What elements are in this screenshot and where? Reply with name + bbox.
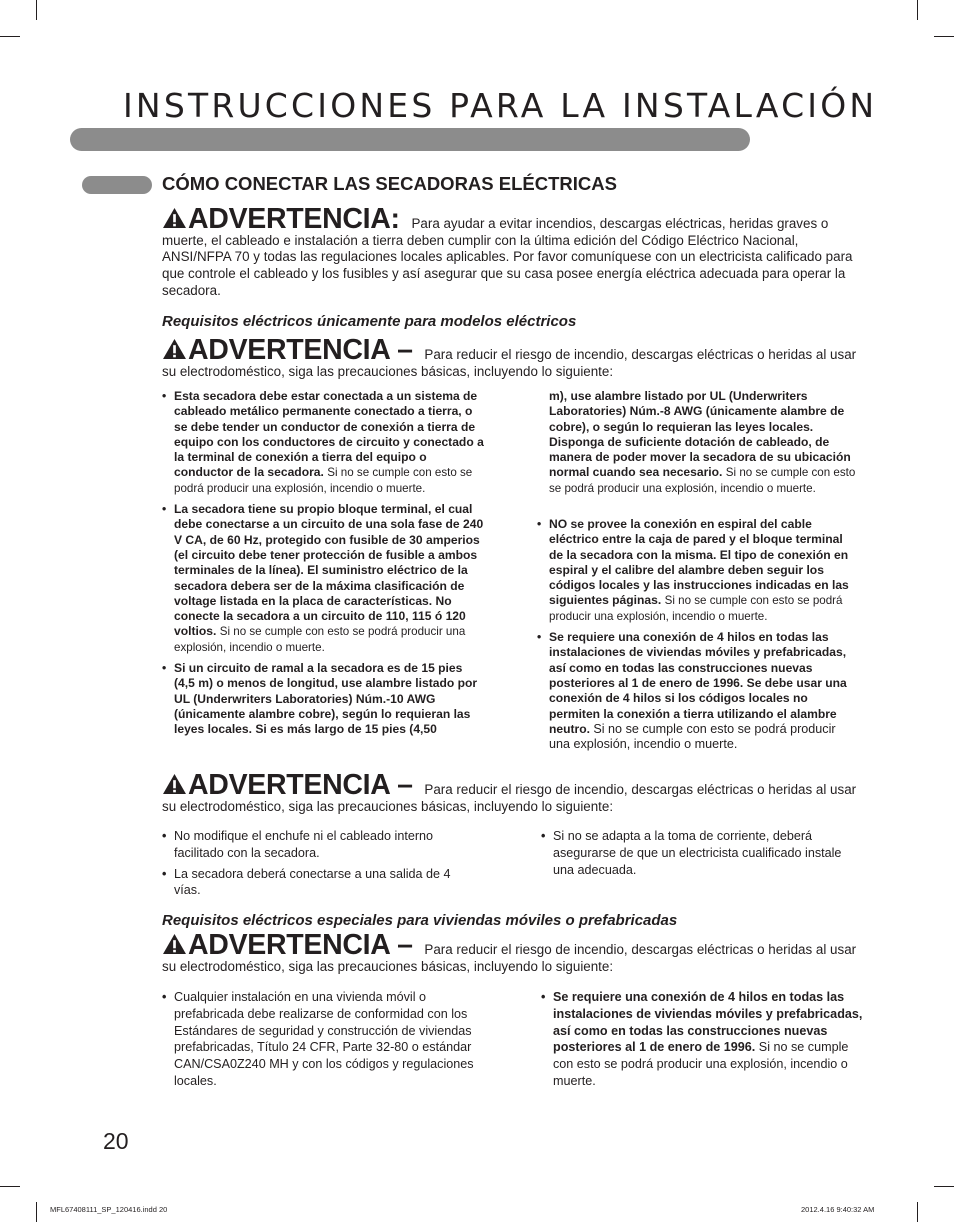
subheading-mobile-homes: Requisitos eléctricos especiales para viviendas móviles o prefabricadas [162,912,678,929]
warning-label: ADVERTENCIA – [188,334,413,366]
list-right-column [541,989,866,1094]
warning-triangle-icon [162,338,187,360]
warning-block-2 [162,334,868,380]
continuation-bold: m), use alambre listado por UL (Underwriters Laboratories) Núm.-8 AWG (únicamente alambre de cobre), o según lo requieran las leyes locales. Disponga de suficiente dotación de cableado, de manera de poder mover la secadora de su ubicación normal cuando sea necesario. [549,389,851,480]
continuation-plain: Si no se cumple con esto se podrá producir una explosión, incendio o muerte. [549,466,856,495]
section-pill [82,176,152,194]
warning-block-3 [162,769,868,815]
list-item: • Si no se adapta a la toma de corriente, deberá asegurarse de que un electricista cualificado instale una adecuada. [541,828,861,878]
list-item: • Si un circuito de ramal a la secadora es de 15 pies (4,5 m) o menos de longitud, use alambre listado por UL (Underwriters Laboratories) Núm.-10 AWG (únicamente alambre cobre), según lo requieran las leyes locales. Si es más largo de 15 pies (4,50 [162,661,484,737]
warning-label: ADVERTENCIA: [188,203,400,235]
list-left-column [162,989,492,1094]
page-number: 20 [103,1128,129,1154]
warning-label: ADVERTENCIA – [188,769,413,801]
list-right-continuation [537,389,857,502]
list-left-column [162,828,472,903]
crop-mark [0,1186,20,1187]
subheading-electric-models: Requisitos eléctricos únicamente para modelos eléctricos [162,313,577,330]
list-item: • Cualquier instalación en una vivienda móvil o prefabricada debe realizarse de conformidad con los Estándares de seguridad y construcción de viviendas prefabricadas, Título 24 CFR, Parte 32-80 o estándar CAN/CSA0Z240 MH y con los códigos y regulaciones locales. [162,989,492,1090]
warning-triangle-icon [162,773,187,795]
crop-mark [36,0,37,20]
footer-filename: MFL67408111_SP_120416.indd 20 [50,1205,168,1214]
warning-text: Para reducir el riesgo de incendio, descargas eléctricas o heridas al usar su electrodoméstico, siga las precauciones básicas, incluyendo lo siguiente: [162,942,857,974]
warning-text: Para ayudar a evitar incendios, descargas eléctricas, heridas graves o muerte, el cableado e instalación a tierra deben cumplir con la última edición del Código Eléctrico Nacional, ANSI/NFPA 70 y todas las regulaciones locales aplicables. Por favor comuníquese con un electricista calificado para que controle el cableado y los fusibles y así asegurar que su casa posee energía eléctrica adecuada para operar la secadora. [162,216,853,298]
warning-heading [162,929,416,961]
crop-mark [917,1202,918,1222]
footer-date: 2012.4.16 9:40:32 AM [801,1205,875,1214]
warning-heading [162,203,403,235]
page-title: INSTRUCCIONES PARA LA INSTALACIÓN [123,86,878,125]
list-item: • La secadora deberá conectarse a una salida de 4 vías. [162,866,472,900]
crop-mark [0,36,20,37]
crop-mark [36,1202,37,1222]
list-left-column [162,389,484,744]
crop-mark [917,0,918,20]
warning-triangle-icon [162,933,187,955]
warning-text: Para reducir el riesgo de incendio, descargas eléctricas o heridas al usar su electrodoméstico, siga las precauciones básicas, incluyendo lo siguiente: [162,347,857,379]
list-item: • NO se provee la conexión en espiral del cable eléctrico entre la caja de pared y el bloque terminal de la secadora con la misma. El tipo de conexión en espiral y el calibre del alambre deben seguir los códigos locales y las instrucciones indicadas en las siguientes páginas. Si no se cumple con esto se podrá producir una explosión, incendio o muerte. [537,517,857,624]
crop-mark [934,36,954,37]
warning-text: Para reducir el riesgo de incendio, descargas eléctricas o heridas al usar su electrodoméstico, siga las precauciones básicas, incluyendo lo siguiente: [162,782,857,814]
crop-mark [934,1186,954,1187]
list-right-column [537,517,857,758]
list-item: • La secadora tiene su propio bloque terminal, el cual debe conectarse a un circuito de una sola fase de 240 V CA, de 60 Hz, protegido con fusible de 30 amperios (el circuito debe tener protección de fusible a ambos terminales de la línea). El suministro eléctrico de la secadora debera ser de la máxima clasificación de voltage listada en la placa de características. No conecte la secadora a un circuito de 110, 115 ó 120 voltios. Si no se cumple con esto se podrá producir una explosión, incendio o muerte. [162,502,484,655]
list-item: • Se requiere una conexión de 4 hilos en todas las instalaciones de viviendas móviles y prefabricadas, así como en todas las construcciones nuevas posteriores al 1 de enero de 1996. Si no se cumple con esto se podrá producir una explosión, incendio o muerte. [541,989,866,1090]
warning-heading [162,769,416,801]
title-bar [70,128,750,151]
list-right-column [541,828,861,882]
warning-block-1 [162,203,868,300]
list-item: • No modifique el enchufe ni el cableado interno facilitado con la secadora. [162,828,472,862]
warning-block-4 [162,929,868,975]
warning-triangle-icon [162,207,187,229]
warning-label: ADVERTENCIA – [188,929,413,961]
warning-heading [162,334,416,366]
list-item: • Esta secadora debe estar conectada a un sistema de cableado metálico permanente conectado a tierra, o se debe tender un conductor de conexión a tierra de equipo con los conductores de circuito y conectado a la terminal de conexión a tierra del equipo o conductor de la secadora. Si no se cumple con esto se podrá producir una explosión, incendio o muerte. [162,389,484,496]
section-heading: CÓMO CONECTAR LAS SECADORAS ELÉCTRICAS [162,173,617,194]
list-item: • Se requiere una conexión de 4 hilos en todas las instalaciones de viviendas móviles y prefabricadas, así como en todas las construcciones nuevas posteriores al 1 de enero de 1996. Se debe usar una conexión de 4 hilos si los códigos locales no permiten la conexión a tierra utilizando el alambre neutro. Si no se cumple con esto se podrá producir una explosión, incendio o muerte. [537,630,857,752]
